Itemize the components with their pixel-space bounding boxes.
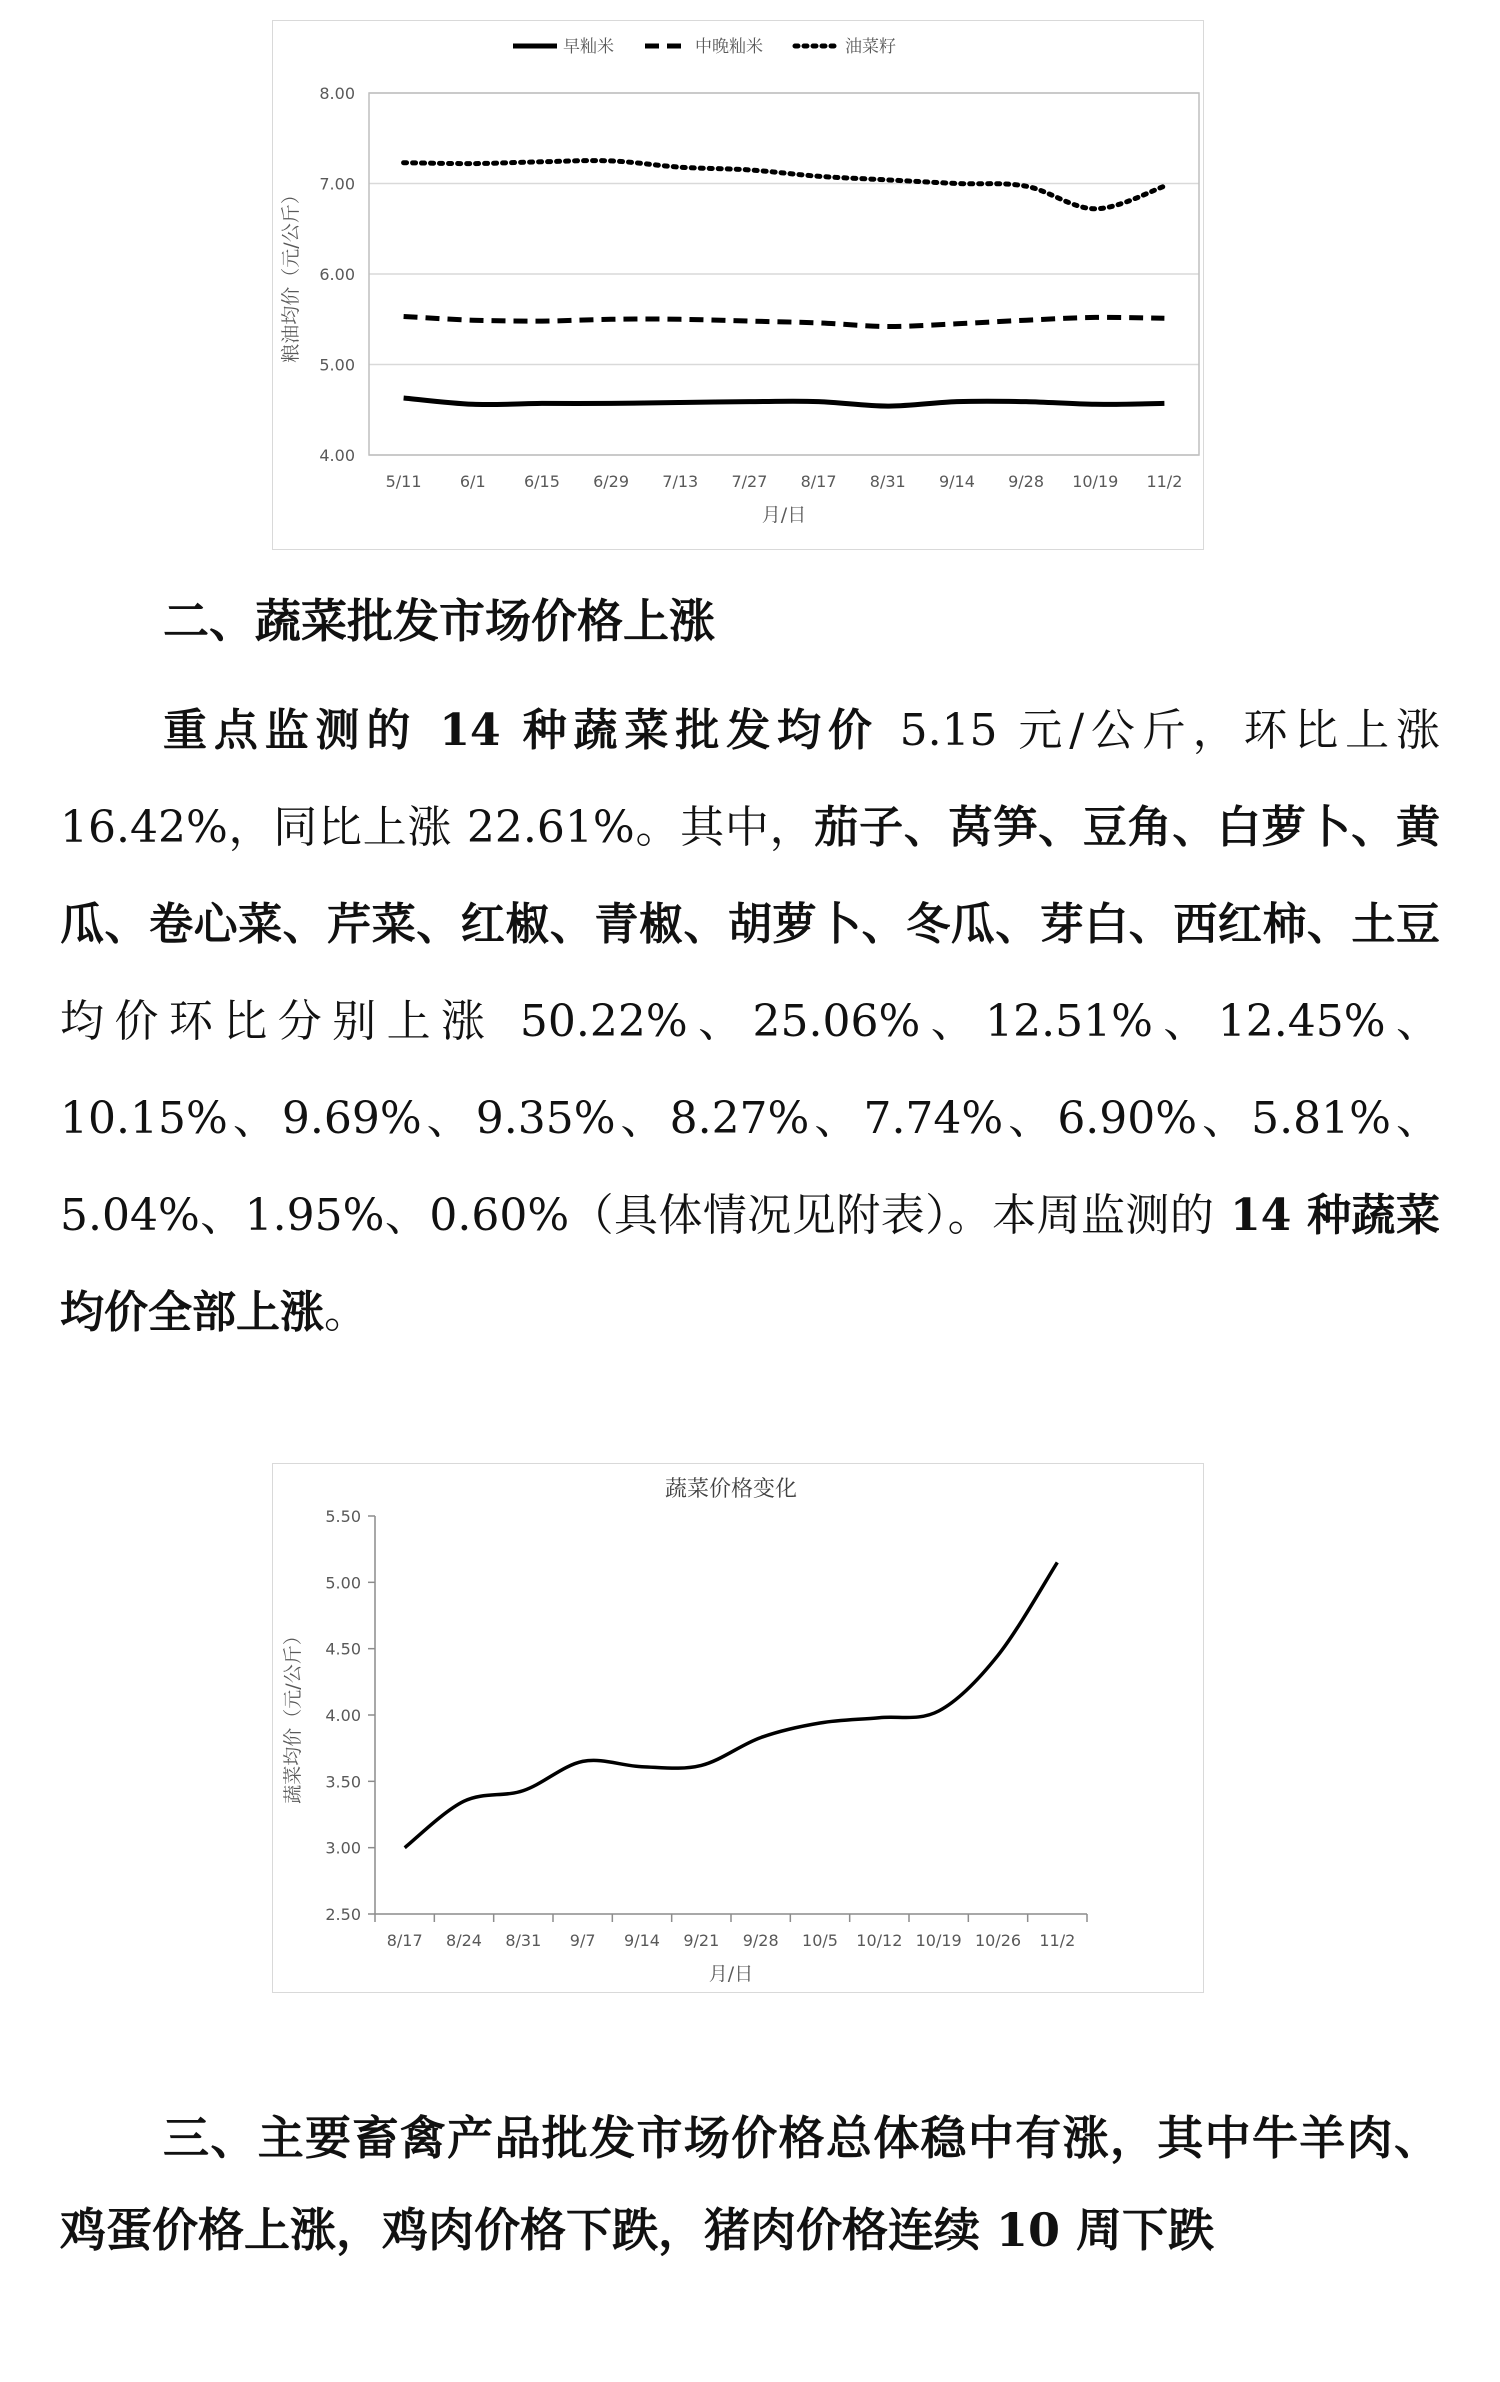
y-tick-label: 2.50 (325, 1905, 361, 1924)
para-text-b: 均价环比分别上涨 50.22%、25.06%、12.51%、12.45%、10.15%、9.69%、9.35%、8.27%、7.74%、6.90%、5.81%、5.04%、1.95%、0.60%（具体情况见附表）。本周监测的 (60, 996, 1440, 1241)
y-tick-label: 4.50 (325, 1639, 361, 1659)
para-bold-a: 重点监测的 14 种蔬菜批发均价 (163, 705, 879, 756)
series-line-1 (405, 1562, 1058, 1847)
x-tick-label: 10/5 (802, 1931, 838, 1950)
x-tick-label: 9/7 (569, 1931, 596, 1950)
para-text-c: 。 (324, 1287, 368, 1338)
vegetable-price-chart-svg (273, 1464, 1205, 1994)
y-tick-label: 6.00 (319, 265, 355, 284)
para-bold-c: 14 种蔬菜均价全部上涨 (60, 1190, 1440, 1338)
x-tick-label: 11/2 (1146, 472, 1183, 491)
y-axis-title: 粮油均价（元/公斤） (280, 185, 302, 363)
series-line-2 (404, 317, 1165, 327)
y-tick-label: 3.00 (325, 1838, 361, 1858)
y-tick-label: 5.00 (319, 355, 355, 375)
series-line-3 (404, 161, 1165, 209)
section2-paragraph (60, 682, 1440, 1361)
y-tick-label: 7.00 (319, 174, 355, 194)
grain-oil-chart (272, 20, 1204, 550)
x-tick-label: 9/21 (683, 1931, 720, 1950)
section2-heading: 二、蔬菜批发市场价格上涨 (163, 594, 715, 648)
para-text-a: 5.15 元/公斤，环比上涨 16.42%，同比上涨 22.61%。其中， (60, 705, 1440, 853)
y-tick-label: 4.00 (325, 1706, 361, 1725)
legend-label-3: 油菜籽 (845, 37, 896, 57)
series-line-1 (404, 398, 1165, 406)
x-tick-label: 8/24 (446, 1931, 482, 1950)
x-tick-label: 9/14 (624, 1931, 660, 1950)
x-tick-label: 9/28 (1008, 472, 1045, 491)
x-tick-label: 8/17 (386, 1931, 423, 1950)
x-tick-label: 6/1 (459, 472, 486, 491)
y-tick-label: 5.00 (325, 1573, 361, 1593)
x-tick-label: 8/17 (800, 472, 837, 491)
x-tick-label: 8/31 (505, 1931, 542, 1950)
chart-title: 蔬菜价格变化 (664, 1477, 798, 1502)
legend-label-1: 早籼米 (563, 37, 614, 57)
grain-oil-chart-svg (273, 21, 1205, 551)
x-tick-label: 5/11 (385, 472, 422, 491)
y-tick-label: 4.00 (319, 446, 355, 465)
x-axis-title: 月/日 (708, 1963, 754, 1985)
x-tick-label: 8/31 (869, 472, 906, 491)
x-axis-title: 月/日 (761, 504, 807, 526)
x-tick-label: 7/27 (731, 472, 768, 491)
x-tick-label: 9/14 (938, 472, 975, 491)
x-tick-label: 11/2 (1039, 1931, 1076, 1950)
legend-label-2: 中晚籼米 (695, 37, 763, 57)
y-tick-label: 3.50 (325, 1772, 361, 1792)
x-tick-label: 6/29 (593, 472, 630, 491)
x-tick-label: 10/26 (974, 1931, 1022, 1950)
y-tick-label: 5.50 (325, 1507, 361, 1526)
y-axis-title: 蔬菜均价（元/公斤） (282, 1626, 304, 1804)
section3-heading: 三、主要畜禽产品批发市场价格总体稳中有涨，其中牛羊肉、鸡蛋价格上涨，鸡肉价格下跌，猪肉价格连续 10 周下跌 (60, 2111, 1440, 2257)
vegetable-price-chart (272, 1463, 1204, 1993)
y-tick-label: 8.00 (319, 84, 355, 103)
x-tick-label: 10/12 (856, 1931, 903, 1950)
para-bold-vegetables: 茄子、莴笋、豆角、白萝卜、黄瓜、卷心菜、芹菜、红椒、青椒、胡萝卜、冬瓜、芽白、西红柿、土豆 (60, 802, 1441, 950)
x-tick-label: 10/19 (1072, 472, 1119, 491)
x-tick-label: 9/28 (742, 1931, 779, 1950)
x-tick-label: 6/15 (523, 472, 560, 491)
x-tick-label: 10/19 (915, 1931, 962, 1950)
x-tick-label: 7/13 (662, 472, 699, 491)
